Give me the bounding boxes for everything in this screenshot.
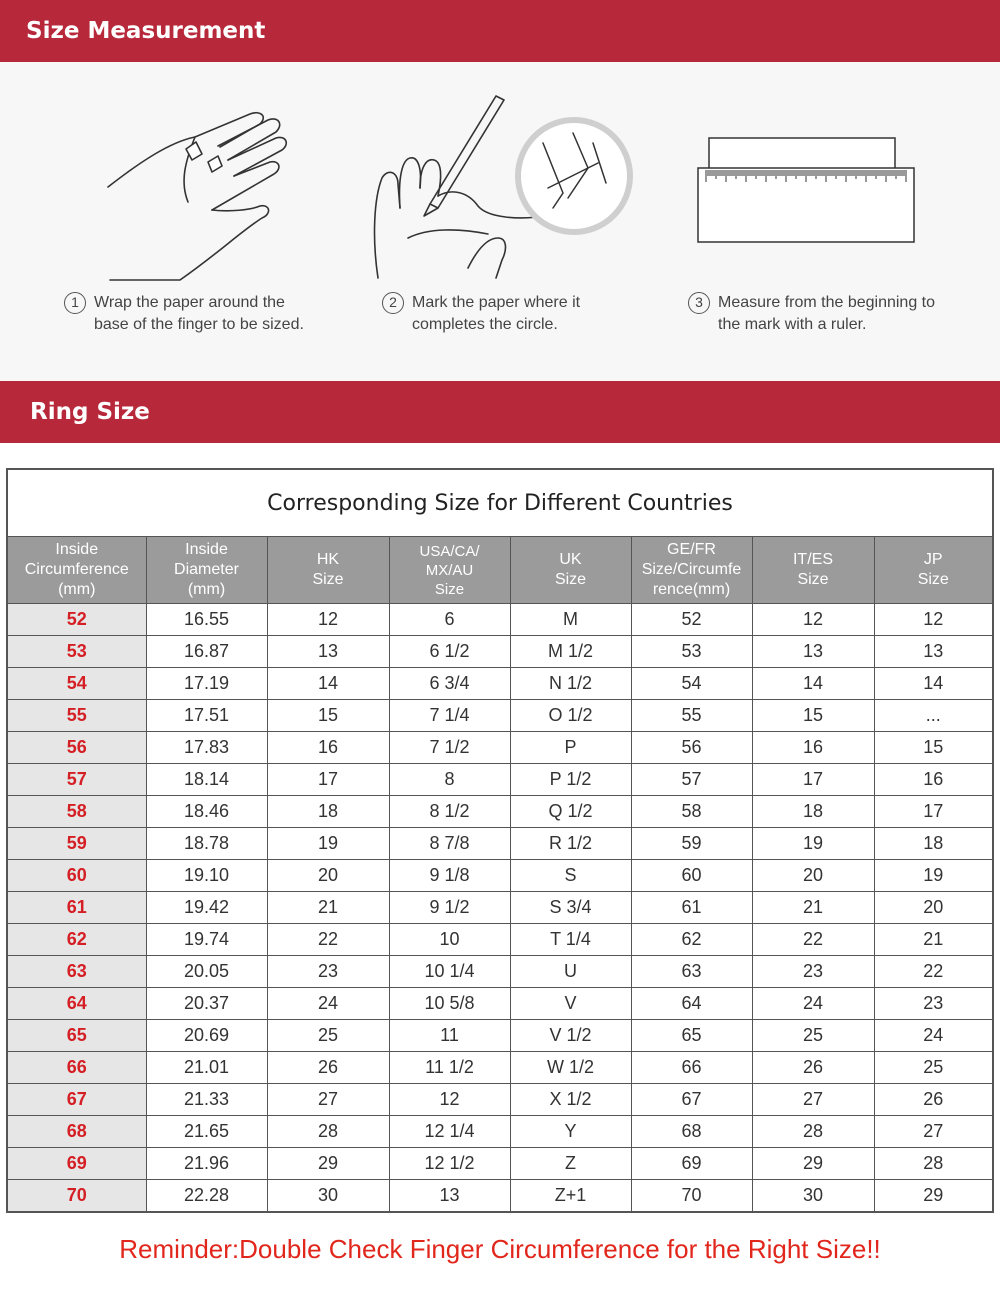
table-row — [8, 636, 992, 668]
column-header: UK Size — [510, 537, 631, 604]
table-cell: Y — [510, 1116, 631, 1148]
table-cell: 66 — [631, 1052, 752, 1084]
table-cell: 16.55 — [146, 604, 267, 636]
table-cell: 26 — [752, 1052, 874, 1084]
size-table — [8, 537, 992, 1211]
table-cell: 28 — [874, 1148, 992, 1180]
table-cell: 20.37 — [146, 988, 267, 1020]
table-row — [8, 796, 992, 828]
table-cell: 21 — [267, 892, 389, 924]
table-cell: 11 — [389, 1020, 510, 1052]
table-row — [8, 732, 992, 764]
table-cell: 20 — [874, 892, 992, 924]
table-cell: 12 — [267, 604, 389, 636]
table-cell: 67 — [631, 1084, 752, 1116]
table-cell: 65 — [631, 1020, 752, 1052]
column-header: Inside Circumference (mm) — [8, 537, 146, 604]
table-cell: 12 1/2 — [389, 1148, 510, 1180]
table-cell: 11 1/2 — [389, 1052, 510, 1084]
table-cell: Q 1/2 — [510, 796, 631, 828]
table-cell: 21.96 — [146, 1148, 267, 1180]
table-row — [8, 924, 992, 956]
table-cell: 63 — [631, 956, 752, 988]
table-cell: 20.69 — [146, 1020, 267, 1052]
table-cell: 25 — [874, 1052, 992, 1084]
table-cell: 15 — [752, 700, 874, 732]
table-cell: 13 — [874, 636, 992, 668]
circumference-cell: 68 — [8, 1116, 146, 1148]
table-cell: 16.87 — [146, 636, 267, 668]
table-cell: 28 — [267, 1116, 389, 1148]
ring-size-title: Ring Size — [30, 399, 150, 425]
table-cell: 24 — [874, 1020, 992, 1052]
table-cell: 21 — [874, 924, 992, 956]
table-row — [8, 1084, 992, 1116]
table-cell: 9 1/8 — [389, 860, 510, 892]
table-cell: Z — [510, 1148, 631, 1180]
table-row — [8, 1052, 992, 1084]
table-cell: 54 — [631, 668, 752, 700]
table-cell: P 1/2 — [510, 764, 631, 796]
table-cell: 18.78 — [146, 828, 267, 860]
table-cell: 18 — [874, 828, 992, 860]
table-cell: 13 — [752, 636, 874, 668]
table-cell: 10 5/8 — [389, 988, 510, 1020]
table-cell: 7 1/4 — [389, 700, 510, 732]
table-cell: 22.28 — [146, 1180, 267, 1212]
table-row — [8, 1116, 992, 1148]
step-1-text: Wrap the paper around the base of the finger to be sized. — [94, 294, 304, 333]
table-cell: 15 — [874, 732, 992, 764]
circumference-cell: 62 — [8, 924, 146, 956]
table-cell: W 1/2 — [510, 1052, 631, 1084]
table-row — [8, 860, 992, 892]
ruler-illustration — [696, 136, 918, 246]
circumference-cell: 67 — [8, 1084, 146, 1116]
table-cell: 19 — [267, 828, 389, 860]
table-cell: 20.05 — [146, 956, 267, 988]
size-conversion-table — [6, 468, 994, 1213]
table-cell: 30 — [752, 1180, 874, 1212]
table-cell: 26 — [267, 1052, 389, 1084]
circumference-cell: 54 — [8, 668, 146, 700]
table-cell: 70 — [631, 1180, 752, 1212]
table-cell: 18.14 — [146, 764, 267, 796]
table-cell: 20 — [267, 860, 389, 892]
table-cell: 64 — [631, 988, 752, 1020]
circumference-cell: 64 — [8, 988, 146, 1020]
circumference-cell: 63 — [8, 956, 146, 988]
table-cell: 26 — [874, 1084, 992, 1116]
column-header: Inside Diameter (mm) — [146, 537, 267, 604]
table-row — [8, 956, 992, 988]
table-cell: 19 — [874, 860, 992, 892]
table-cell: 17 — [874, 796, 992, 828]
table-cell: 52 — [631, 604, 752, 636]
circumference-cell: 57 — [8, 764, 146, 796]
column-header: IT/ES Size — [752, 537, 874, 604]
table-cell: 56 — [631, 732, 752, 764]
table-cell: 27 — [874, 1116, 992, 1148]
table-cell: 10 1/4 — [389, 956, 510, 988]
table-cell: 12 — [874, 604, 992, 636]
table-cell: 10 — [389, 924, 510, 956]
table-cell: 19.10 — [146, 860, 267, 892]
circumference-cell: 69 — [8, 1148, 146, 1180]
table-cell: 21 — [752, 892, 874, 924]
hand-wrap-illustration — [100, 102, 300, 287]
table-row — [8, 1148, 992, 1180]
table-cell: 13 — [267, 636, 389, 668]
table-cell: 29 — [267, 1148, 389, 1180]
step-2-caption — [382, 292, 580, 336]
circumference-cell: 65 — [8, 1020, 146, 1052]
table-cell: 8 — [389, 764, 510, 796]
size-measurement-title: Size Measurement — [26, 18, 266, 44]
table-cell: 16 — [752, 732, 874, 764]
table-cell: 25 — [752, 1020, 874, 1052]
table-cell: 8 1/2 — [389, 796, 510, 828]
table-cell: 17 — [267, 764, 389, 796]
table-cell: 17.51 — [146, 700, 267, 732]
table-cell: 58 — [631, 796, 752, 828]
table-cell: P — [510, 732, 631, 764]
circumference-cell: 66 — [8, 1052, 146, 1084]
table-cell: S — [510, 860, 631, 892]
step-3-number: 3 — [688, 292, 710, 314]
table-cell: V 1/2 — [510, 1020, 631, 1052]
table-header-row — [8, 537, 992, 604]
circumference-cell: 59 — [8, 828, 146, 860]
table-cell: 19.42 — [146, 892, 267, 924]
table-cell: 30 — [267, 1180, 389, 1212]
circumference-cell: 55 — [8, 700, 146, 732]
table-cell: 14 — [267, 668, 389, 700]
table-row — [8, 668, 992, 700]
table-cell: 22 — [752, 924, 874, 956]
table-cell: U — [510, 956, 631, 988]
table-cell: 28 — [752, 1116, 874, 1148]
size-measurement-banner — [0, 0, 1000, 62]
column-header: JP Size — [874, 537, 992, 604]
table-cell: 62 — [631, 924, 752, 956]
table-cell: 17 — [752, 764, 874, 796]
table-cell: 61 — [631, 892, 752, 924]
table-row — [8, 700, 992, 732]
table-cell: 13 — [389, 1180, 510, 1212]
table-cell: M — [510, 604, 631, 636]
table-cell: 15 — [267, 700, 389, 732]
table-cell: X 1/2 — [510, 1084, 631, 1116]
table-cell: 22 — [874, 956, 992, 988]
table-cell: 14 — [752, 668, 874, 700]
step-1-caption — [64, 292, 304, 336]
table-cell: 19.74 — [146, 924, 267, 956]
table-cell: 24 — [267, 988, 389, 1020]
table-cell: 21.01 — [146, 1052, 267, 1084]
table-cell: 6 3/4 — [389, 668, 510, 700]
table-cell: 6 1/2 — [389, 636, 510, 668]
table-cell: 8 7/8 — [389, 828, 510, 860]
circumference-cell: 52 — [8, 604, 146, 636]
table-cell: 55 — [631, 700, 752, 732]
step-2-number: 2 — [382, 292, 404, 314]
column-header: USA/CA/ MX/AU Size — [389, 537, 510, 604]
circumference-cell: 56 — [8, 732, 146, 764]
column-header: GE/FR Size/Circumfe rence(mm) — [631, 537, 752, 604]
table-cell: 9 1/2 — [389, 892, 510, 924]
table-cell: 21.65 — [146, 1116, 267, 1148]
reminder-text: Reminder:Double Check Finger Circumference for the Right Size!! — [119, 1234, 881, 1264]
circumference-cell: 60 — [8, 860, 146, 892]
table-cell: 18.46 — [146, 796, 267, 828]
table-cell: 53 — [631, 636, 752, 668]
table-row — [8, 988, 992, 1020]
table-cell: 18 — [267, 796, 389, 828]
circumference-cell: 70 — [8, 1180, 146, 1212]
circumference-cell: 61 — [8, 892, 146, 924]
table-cell: 12 — [752, 604, 874, 636]
table-cell: 14 — [874, 668, 992, 700]
step-1-number: 1 — [64, 292, 86, 314]
table-cell: M 1/2 — [510, 636, 631, 668]
table-cell: 19 — [752, 828, 874, 860]
table-cell: 27 — [752, 1084, 874, 1116]
table-cell: 12 1/4 — [389, 1116, 510, 1148]
table-cell: N 1/2 — [510, 668, 631, 700]
table-row — [8, 828, 992, 860]
table-cell: 24 — [752, 988, 874, 1020]
table-cell: S 3/4 — [510, 892, 631, 924]
pen-mark-illustration — [368, 88, 638, 288]
table-row — [8, 764, 992, 796]
table-cell: 29 — [752, 1148, 874, 1180]
table-cell: R 1/2 — [510, 828, 631, 860]
table-cell: 23 — [752, 956, 874, 988]
table-cell: 7 1/2 — [389, 732, 510, 764]
table-cell: 21.33 — [146, 1084, 267, 1116]
table-row — [8, 604, 992, 636]
table-cell: 16 — [267, 732, 389, 764]
table-cell: Z+1 — [510, 1180, 631, 1212]
table-title: Corresponding Size for Different Countries — [8, 470, 992, 537]
table-cell: 23 — [874, 988, 992, 1020]
step-3-caption — [688, 292, 935, 336]
table-cell: O 1/2 — [510, 700, 631, 732]
table-cell: 16 — [874, 764, 992, 796]
table-cell: 27 — [267, 1084, 389, 1116]
table-cell: 29 — [874, 1180, 992, 1212]
table-cell: V — [510, 988, 631, 1020]
table-row — [8, 892, 992, 924]
measurement-steps — [0, 62, 1000, 381]
table-row — [8, 1180, 992, 1212]
table-cell: 17.19 — [146, 668, 267, 700]
ring-size-banner — [0, 381, 1000, 443]
table-cell: T 1/4 — [510, 924, 631, 956]
table-cell: 22 — [267, 924, 389, 956]
table-cell: ... — [874, 700, 992, 732]
table-cell: 20 — [752, 860, 874, 892]
table-cell: 18 — [752, 796, 874, 828]
table-cell: 68 — [631, 1116, 752, 1148]
table-cell: 17.83 — [146, 732, 267, 764]
table-cell: 69 — [631, 1148, 752, 1180]
step-3-text: Measure from the beginning to the mark with a ruler. — [718, 294, 936, 333]
table-cell: 57 — [631, 764, 752, 796]
table-row — [8, 1020, 992, 1052]
table-cell: 6 — [389, 604, 510, 636]
circumference-cell: 53 — [8, 636, 146, 668]
column-header: HK Size — [267, 537, 389, 604]
table-cell: 60 — [631, 860, 752, 892]
table-cell: 23 — [267, 956, 389, 988]
table-cell: 12 — [389, 1084, 510, 1116]
table-cell: 59 — [631, 828, 752, 860]
step-2-text: Mark the paper where it completes the circle. — [412, 294, 581, 333]
table-cell: 25 — [267, 1020, 389, 1052]
circumference-cell: 58 — [8, 796, 146, 828]
